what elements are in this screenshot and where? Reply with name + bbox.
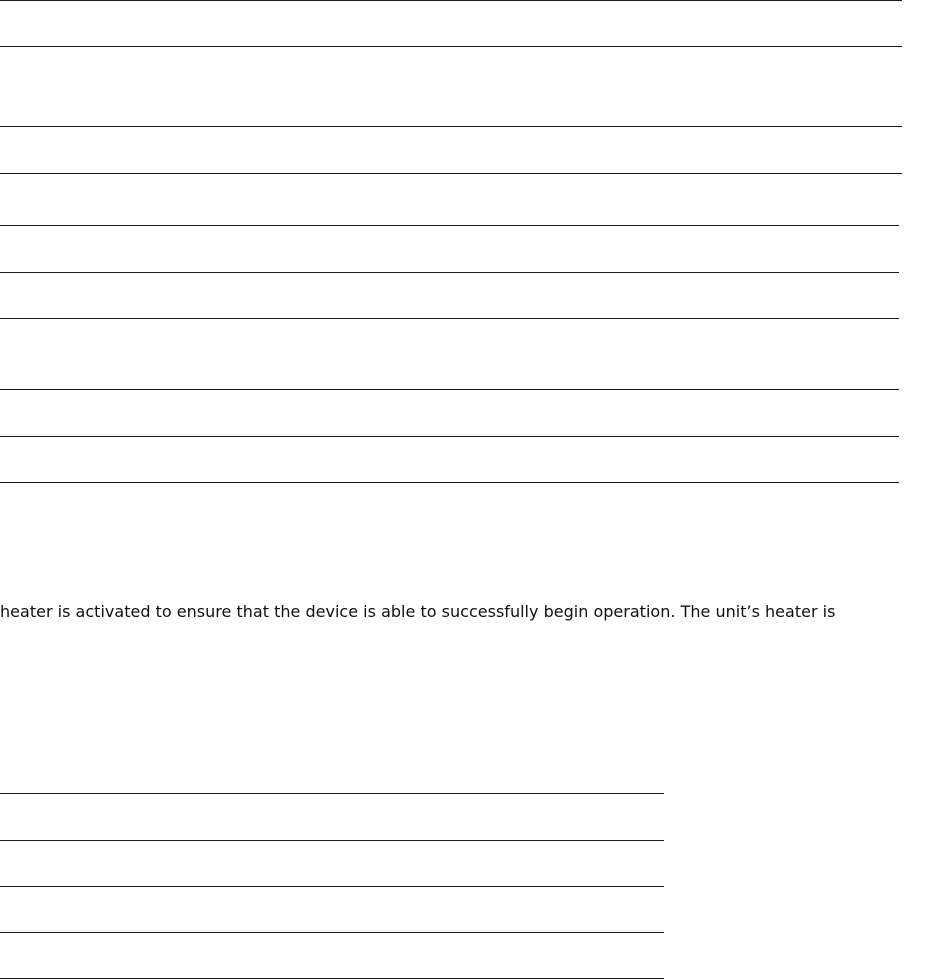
table-rule — [0, 46, 902, 47]
table-rule — [0, 318, 899, 319]
body-text-line: heater is activated to ensure that the device is able to successfully begin operation. The unit’s heater is — [0, 602, 836, 621]
table-rule — [0, 0, 902, 1]
table-rule — [0, 793, 664, 794]
table-rule — [0, 225, 899, 226]
table-rule — [0, 389, 899, 390]
table-rule — [0, 173, 902, 174]
table-rule — [0, 436, 899, 437]
table-rule — [0, 482, 899, 483]
table-rule — [0, 272, 899, 273]
table-rule — [0, 978, 664, 979]
table-rule — [0, 840, 664, 841]
table-rule — [0, 886, 664, 887]
table-rule — [0, 126, 902, 127]
table-rule — [0, 932, 664, 933]
